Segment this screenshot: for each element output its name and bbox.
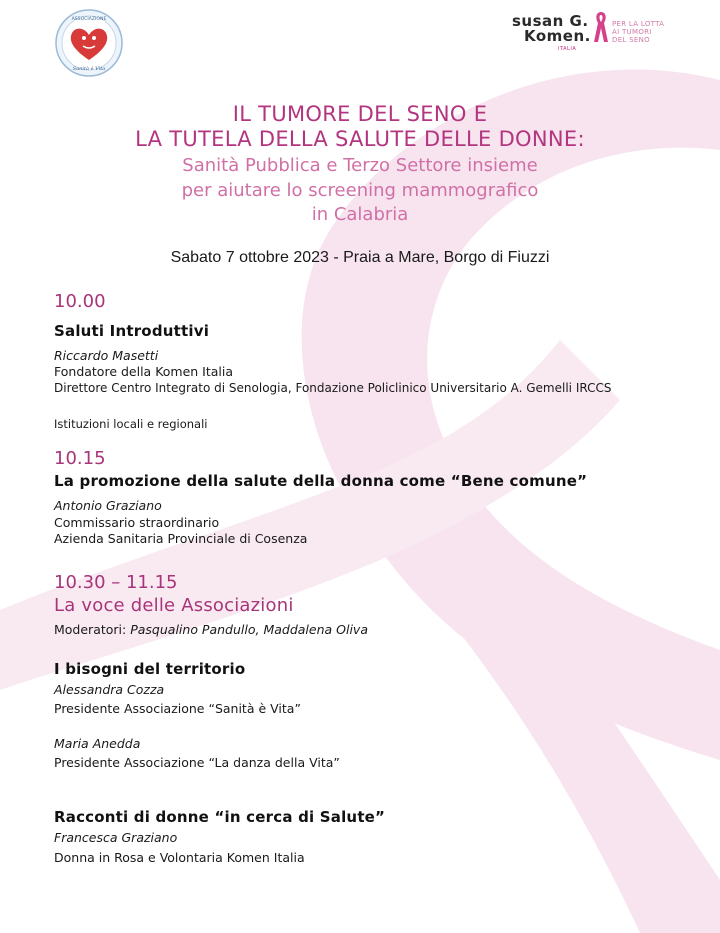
session-2-role-2: Azienda Sanitaria Provinciale di Cosenza (54, 531, 308, 546)
komen-tagline (612, 20, 664, 44)
pink-ribbon-icon (592, 10, 610, 44)
session-2-role-1: Commissario straordinario (54, 515, 220, 530)
logo-text-bottom: Sanità è Vita (72, 66, 106, 72)
komen-name-line2: Komen. (524, 27, 591, 45)
moderators-label: Moderatori: (54, 622, 127, 637)
title-line-1: IL TUMORE DEL SENO E (232, 102, 488, 126)
event-date-place: Sabato 7 ottobre 2023 - Praia a Mare, Borgo di Fiuzzi (170, 249, 550, 266)
session-1-speaker: Riccardo Masetti (54, 348, 159, 363)
logo-text-top: ASSOCIAZIONE (71, 17, 107, 22)
komen-name-line1: susan G. (512, 12, 589, 30)
session-3-title: La voce delle Associazioni (54, 595, 294, 616)
session-4-speaker-2: Maria Anedda (54, 736, 141, 751)
session-5-speaker: Francesca Graziano (54, 830, 178, 845)
session-4-speaker-1: Alessandra Cozza (54, 682, 165, 697)
komen-logo (512, 10, 672, 54)
session-1-role-1: Fondatore della Komen Italia (54, 364, 234, 379)
session-4-role-1: Presidente Associazione “Sanità è Vita” (54, 701, 301, 716)
session-2-title: La promozione della salute della donna come “Bene comune” (54, 472, 588, 490)
moderators-names: Pasqualino Pandullo, Maddalena Oliva (130, 622, 368, 637)
subtitle-line-1: Sanità Pubblica e Terzo Settore insieme (182, 155, 538, 176)
session-4-title: I bisogni del territorio (54, 660, 246, 678)
komen-tagline-3: DEL SENO (612, 36, 650, 44)
session-2-speaker: Antonio Graziano (54, 498, 162, 513)
subtitle-line-2: per aiutare lo screening mammografico (181, 180, 539, 201)
title-line-2: LA TUTELA DELLA SALUTE DELLE DONNE: (135, 127, 585, 151)
session-2-time: 10.15 (54, 448, 106, 469)
session-5-title: Racconti di donne “in cerca di Salute” (54, 808, 386, 826)
association-heart-logo (54, 8, 124, 78)
session-1-role-2: Direttore Centro Integrato di Senologia, Fondazione Policlinico Universitario A. Gemelli IRCCS (54, 381, 612, 395)
session-3-moderators (54, 622, 368, 637)
session-1-title: Saluti Introduttivi (54, 322, 210, 340)
session-5-role: Donna in Rosa e Volontaria Komen Italia (54, 850, 305, 865)
session-1-time: 10.00 (54, 291, 106, 312)
komen-tagline-1: PER LA LOTTA (612, 20, 665, 28)
komen-tagline-2: AI TUMORI (612, 28, 652, 36)
komen-country: ITALIA (558, 46, 577, 52)
komen-wordmark (512, 14, 591, 44)
session-1-note: Istituzioni locali e regionali (54, 417, 208, 431)
session-3-time: 10.30 – 11.15 (54, 572, 178, 593)
subtitle-line-3: in Calabria (311, 204, 409, 225)
session-4-role-2: Presidente Associazione “La danza della Vita” (54, 755, 340, 770)
